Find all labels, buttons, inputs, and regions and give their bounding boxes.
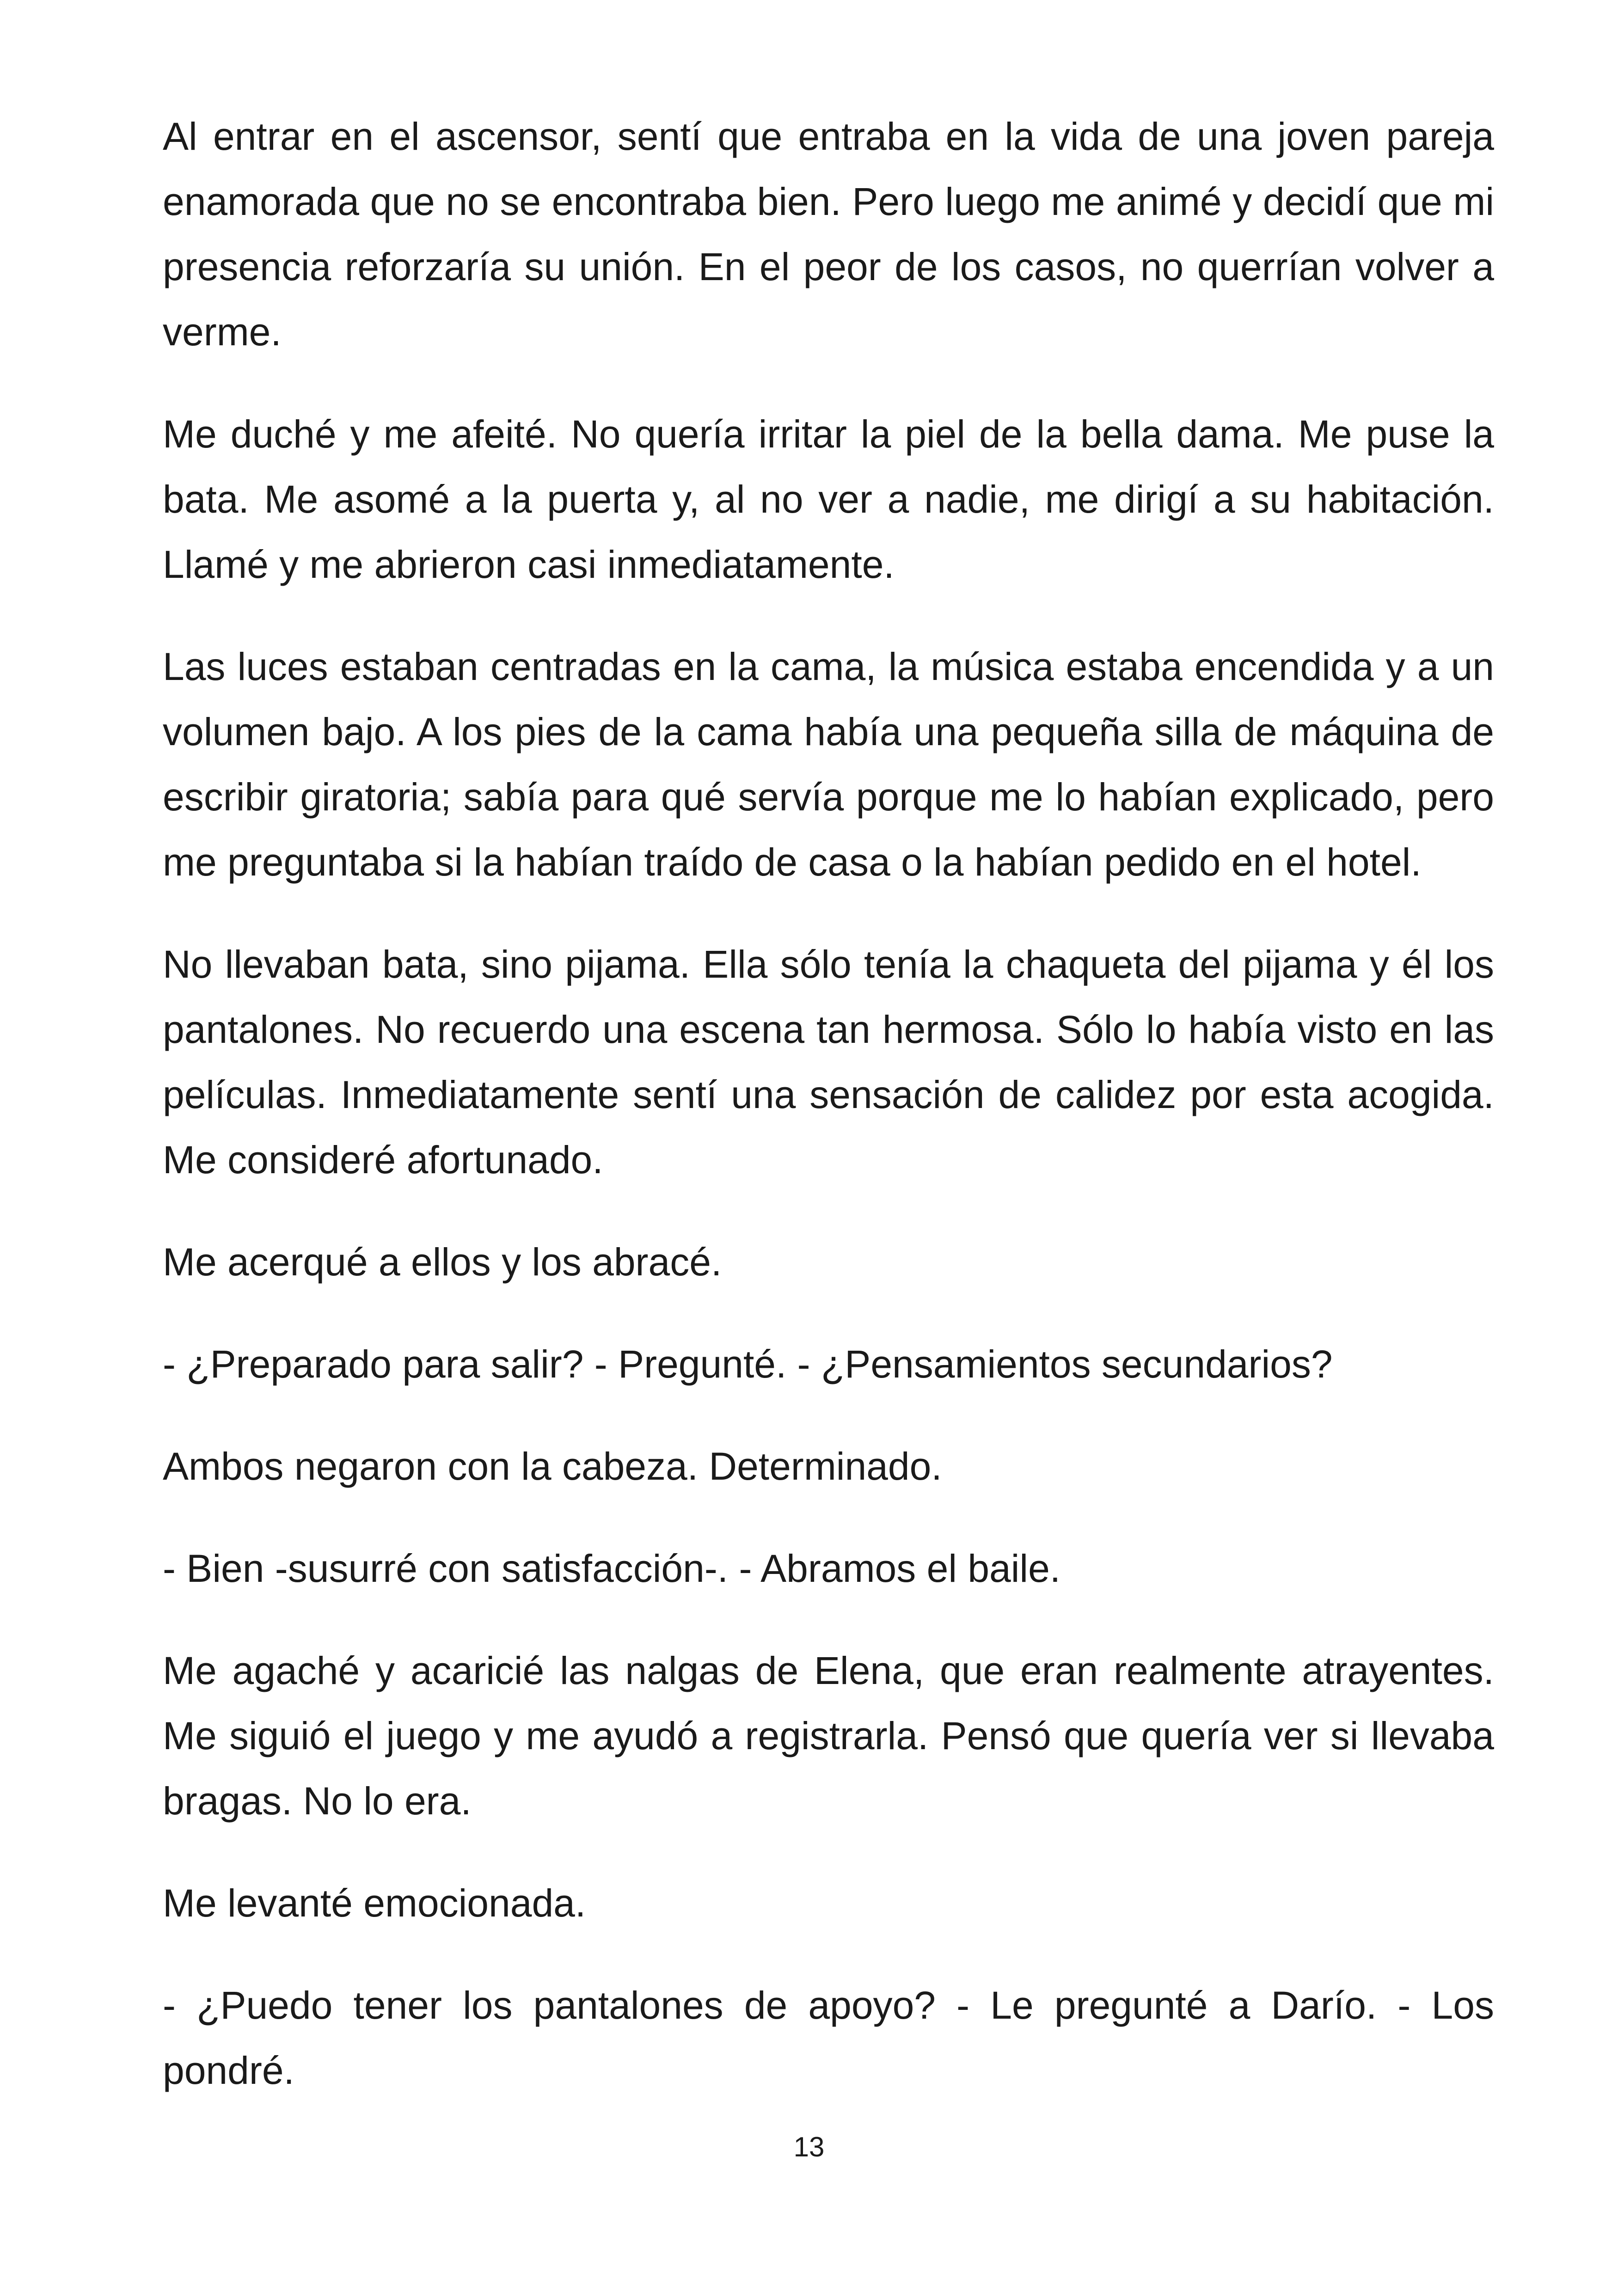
paragraph: Me acerqué a ellos y los abracé. bbox=[163, 1240, 722, 1284]
paragraph: - ¿Puedo tener los pantalones de apoyo? - Le pregunté a Darío. - Los pondré. bbox=[163, 1984, 1494, 2092]
paragraph: Las luces estaban centradas en la cama, la música estaba encendida y a un volumen bajo. A los pies de la cama había una pequeña silla de máquina de escribir giratoria; sabía para qué servía porque me lo habían explicado, pero me preguntaba si la habían traído de casa o la habían pedido en el hotel. bbox=[163, 645, 1494, 884]
paragraph: Me agaché y acaricié las nalgas de Elena, que eran realmente atrayentes. Me siguió el juego y me ayudó a registrarla. Pensó que quería ver si llevaba bragas. No lo era. bbox=[163, 1649, 1494, 1823]
paragraph: - Bien -susurré con satisfacción-. - Abramos el baile. bbox=[163, 1547, 1061, 1590]
page-number: 13 bbox=[793, 2131, 825, 2162]
body-text bbox=[163, 104, 1494, 2140]
paragraph: Me levanté emocionada. bbox=[163, 1881, 586, 1925]
paragraph: No llevaban bata, sino pijama. Ella sólo tenía la chaqueta del pijama y él los pantalones. No recuerdo una escena tan hermosa. Sólo lo había visto en las películas. Inmediatamente sentí una sensación de calidez por esta acogida. Me consideré afortunado. bbox=[163, 943, 1494, 1182]
paragraph: - ¿Preparado para salir? - Pregunté. - ¿Pensamientos secundarios? bbox=[163, 1342, 1333, 1386]
paragraph: Me duché y me afeité. No quería irritar la piel de la bella dama. Me puse la bata. Me asomé a la puerta y, al no ver a nadie, me dirigí a su habitación. Llamé y me abrieron casi inmediatamente. bbox=[163, 412, 1494, 586]
paragraph: Ambos negaron con la cabeza. Determinado. bbox=[163, 1445, 942, 1488]
paragraph: Al entrar en el ascensor, sentí que entraba en la vida de una joven pareja enamorada que no se encontraba bien. Pero luego me animé y decidí que mi presencia reforzaría su unión. En el peor de los casos, no querrían volver a verme. bbox=[163, 115, 1494, 354]
